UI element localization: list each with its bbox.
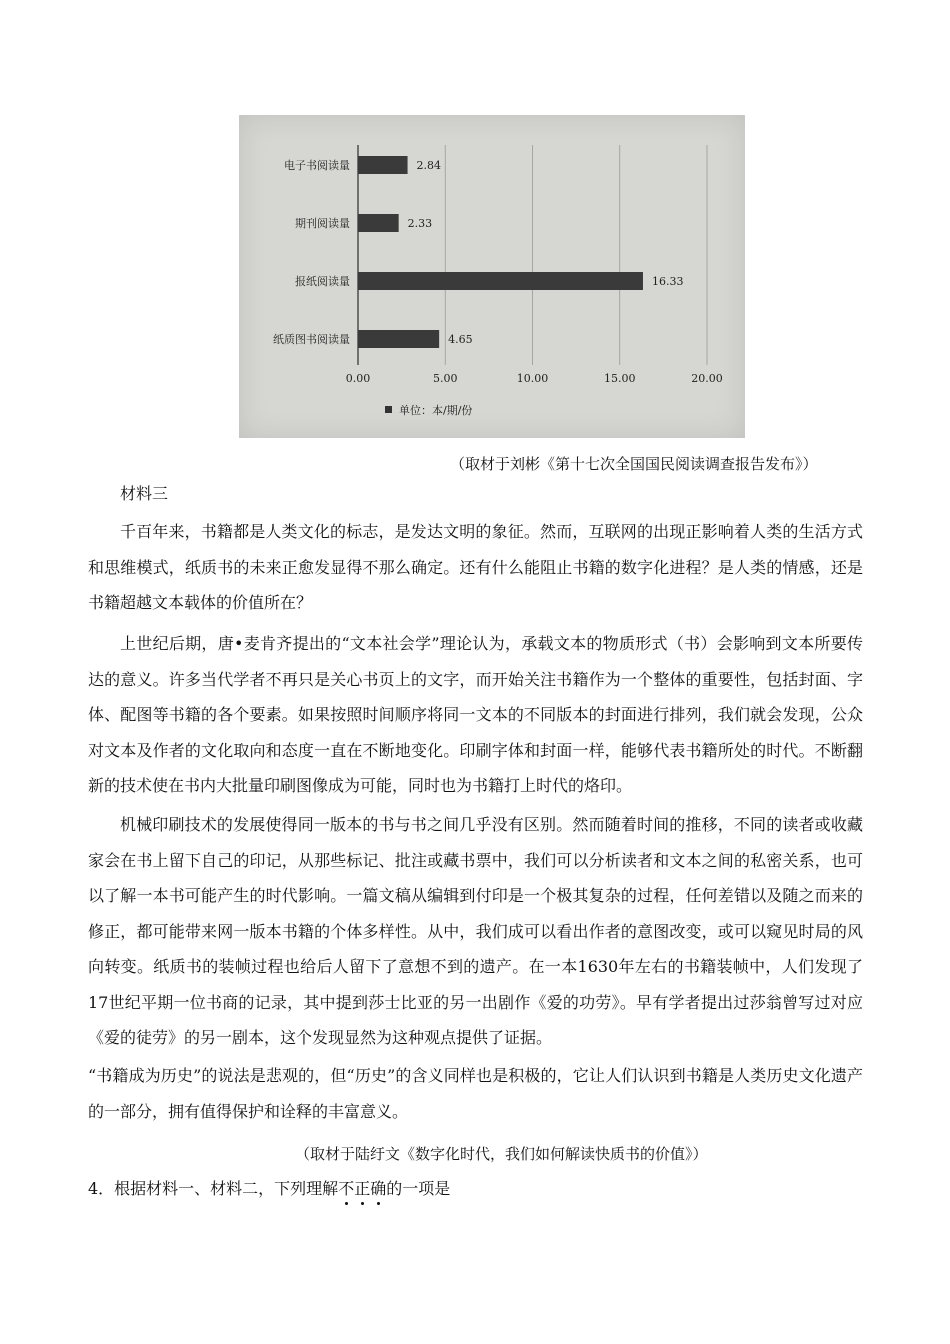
category-label: 报纸阅读量 xyxy=(295,275,350,288)
chart-source-citation: （取材于刘彬《第十七次全国国民阅读调查报告发布》） xyxy=(450,455,818,473)
paragraph-4: “书籍成为历史”的说法是悲观的，但“历史”的含义同样也是积极的，它让人们认识到书籍是人类历史文化遗产的一部分，拥有值得保护和诠释的丰富意义。 xyxy=(88,1066,863,1121)
x-tick-label: 10.00 xyxy=(516,372,549,385)
value-label: 16.33 xyxy=(651,275,684,288)
x-tick-label: 15.00 xyxy=(604,372,636,385)
question-suffix: 的一项是 xyxy=(386,1179,451,1198)
paragraph-3: 机械印刷技术的发展使得同一版本的书与书之间几乎没有区别。然而随着时间的推移，不同的读者或收藏家会在书上留下自己的印记，从那些标记、批注或藏书票中，我们可以分析读者和文本之间的私密关系，也可以了解一本书可能产生的时代影响。一篇文稿从编辑到付印是一个极其复杂的过程，任何差错以及随之而来的修正，都可能带来网一版本书籍的个体多样性。从中，我们成可以看出作者的意图改变，或可以窥见时局的风向转变。纸质书的装帧过程也给后人留下了意想不到的遗产。在一本1630年左右的书籍装帧中，人们发现了17世纪平期一位书商的记录，其中提到莎士比亚的另一出剧作《爱的功劳》。早有学者提出过莎翁曾写过对应《爱的徒劳》的另一剧本，这个发现显然为这种观点提供了证据。 xyxy=(88,815,863,1047)
emphasis-char: 不 xyxy=(338,1179,355,1198)
bar xyxy=(358,330,439,348)
article-source-citation: （取材于陆纡文《数字化时代，我们如何解读快质书的价值》） xyxy=(295,1145,708,1163)
question-4 xyxy=(88,1178,450,1200)
legend-label: 单位：本/期/份 xyxy=(399,404,473,417)
category-label: 电子书阅读量 xyxy=(284,159,350,172)
x-tick-label: 20.00 xyxy=(691,372,723,385)
question-prefix: 4．根据材料一、材料二，下列理解 xyxy=(88,1179,339,1198)
legend-swatch xyxy=(385,406,392,413)
value-label: 2.84 xyxy=(416,159,442,172)
emphasis-char: 正 xyxy=(354,1179,371,1198)
bar xyxy=(358,214,399,232)
category-label: 纸质图书阅读量 xyxy=(273,333,350,346)
bar xyxy=(358,272,643,290)
value-label: 4.65 xyxy=(448,333,473,346)
category-label: 期刊阅读量 xyxy=(295,217,350,230)
bar xyxy=(358,156,408,174)
bar-chart-photo xyxy=(239,115,745,438)
question-emphasis xyxy=(338,1179,386,1198)
value-label: 2.33 xyxy=(407,217,433,230)
bar-chart xyxy=(239,115,745,438)
x-tick-label: 5.00 xyxy=(433,372,458,385)
x-tick-label: 0.00 xyxy=(345,372,371,385)
emphasis-char: 确 xyxy=(370,1179,387,1198)
paragraph-2: 上世纪后期，唐•麦肯齐提出的“文本社会学”理论认为，承载文本的物质形式（书）会影响到文本所要传达的意义。许多当代学者不再只是关心书页上的文字，而开始关注书籍作为一个整体的重要性，包括封面、字体、配图等书籍的各个要素。如果按照时间顺序将同一文本的不同版本的封面进行排列，我们就会发现，公众对文本及作者的文化取向和态度一直在不断地变化。印刷字体和封面一样，能够代表书籍所处的时代。不断翻新的技术使在书内大批量印刷图像成为可能，同时也为书籍打上时代的烙印。 xyxy=(88,634,863,795)
section-heading: 材料三 xyxy=(120,484,169,503)
paragraph-1: 千百年来，书籍都是人类文化的标志，是发达文明的象征。然而，互联网的出现正影响着人类的生活方式和思维模式，纸质书的未来正愈发显得不那么确定。还有什么能阻止书籍的数字化进程？是人类的情感，还是书籍超越文本载体的价值所在？ xyxy=(88,522,863,612)
